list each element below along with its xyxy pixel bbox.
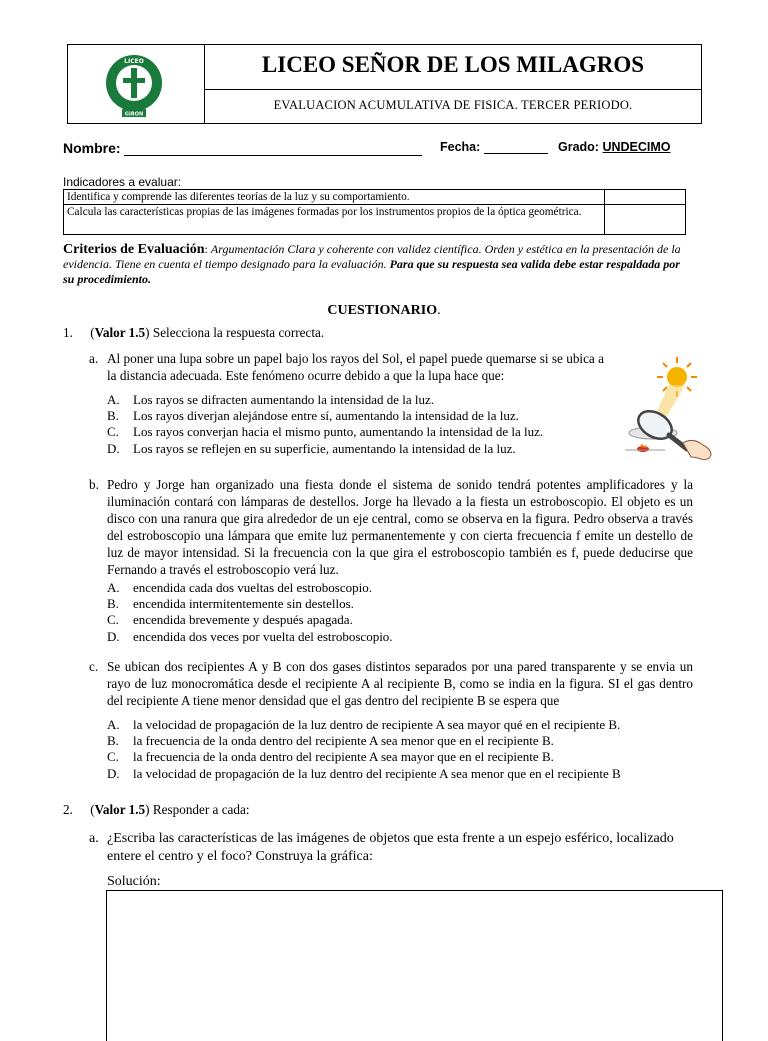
- grado-value: UNDECIMO: [602, 140, 671, 154]
- school-logo: [98, 54, 170, 118]
- q1c-options: [107, 717, 621, 782]
- solucion-label: Solución:: [107, 874, 161, 889]
- q1c-option-d[interactable]: D. la velocidad de propagación de la luz dentro del recipiente A sea menor que en el recipiente B: [107, 765, 621, 781]
- q1b-option-c[interactable]: C. encendida brevemente y después apagada.: [107, 612, 353, 628]
- criterios-emphasis: Para que su respuesta sea valida debe estar respaldada por su procedimiento.: [63, 257, 680, 286]
- exam-subtitle: EVALUACION ACUMULATIVA DE FISICA. TERCER PERIODO.: [273, 98, 633, 112]
- criterios-text: Argumentación Clara y coherente con validez científica. Orden y estética en la presentación de la evidencia. Tiene en cuenta el tiempo designado para la evaluación: [63, 242, 681, 271]
- question-1-header: 1. (Valor 1.5) Selecciona la respuesta correcta.: [63, 325, 325, 340]
- q1a-option-a[interactable]: A. Los rayos se difracten aumentando la intensidad de la luz.: [107, 392, 435, 407]
- criterios-label: Criterios de Evaluación: [63, 242, 205, 257]
- fecha-line[interactable]: [484, 141, 548, 154]
- q1a-option-d[interactable]: D. Los rayos se reflejen en su superficie, aumentando la intensidad de la luz.: [107, 440, 516, 456]
- logo-bottom-text: GIRON: [124, 111, 144, 118]
- indicador-2: Calcula las características propias de las imágenes formadas por los instrumentos propios de la óptica geométrica.: [64, 205, 605, 235]
- nombre-label: Nombre: [63, 140, 116, 156]
- q1c-option-b[interactable]: B. la frecuencia de la onda dentro del recipiente A sea menor que en el recipiente B.: [107, 733, 554, 749]
- q2-instruction: Responder a cada:: [152, 802, 250, 817]
- q1b-letter: b.: [89, 477, 99, 492]
- q1c-option-a[interactable]: A. la velocidad de propagación de la luz dentro de recipiente A sea mayor qué en el recipiente B.: [107, 717, 621, 732]
- school-title: LICEO SEÑOR DE LOS MILAGROS: [205, 45, 701, 90]
- indicador-2-score: [605, 205, 686, 235]
- header-table: [67, 44, 702, 124]
- nombre-line[interactable]: [124, 143, 422, 156]
- logo-top-text: LICEO: [124, 58, 144, 65]
- q2-value: Valor 1.5: [94, 802, 146, 817]
- q1b-option-a[interactable]: A. encendida cada dos vueltas del estroboscopio.: [107, 580, 372, 595]
- q1a-letter: a.: [89, 351, 99, 366]
- logo-cell: [68, 45, 205, 123]
- fecha-label: Fecha:: [440, 140, 481, 154]
- q1c-text: Se ubican dos recipientes A y B con dos gases distintos separados por una pared transparente y se envia un rayo de luz monocromática desde el recipiente A al recipiente B, como se india en la figura. SI el gas dentro del recipiente A tiene menor densidad que el gas dentro del recipiente B se espera que: [107, 659, 693, 708]
- q1-instruction: Selecciona la respuesta correcta.: [152, 325, 325, 340]
- q1-value: Valor 1.5: [94, 325, 146, 340]
- q1-number: 1.: [63, 325, 73, 340]
- q1c-option-c[interactable]: C. la frecuencia de la onda dentro del recipiente A sea mayor que en el recipiente B.: [107, 749, 554, 765]
- q1a-option-b[interactable]: B. Los rayos diverjan alejándose entre sí, aumentando la intensidad de la luz.: [107, 408, 519, 424]
- q2a-letter: a.: [89, 831, 99, 846]
- q1a-options: [107, 392, 543, 457]
- grado-label: Grado:: [558, 140, 599, 154]
- indicador-1-score: [605, 190, 686, 205]
- q2-number: 2.: [63, 802, 73, 817]
- q1b-text: Pedro y Jorge han organizado una fiesta donde el sistema de sonido tendrá potentes amplificadores y la iluminación contará con lámparas de destellos. Jorge ha llevado a la fiesta un estroboscopio. El objeto es un disco con una ranura que gira alrededor de un eje central, como se observa en la figura. Pedro observa a través del estroboscopio una lámpara que emite luz permanentemente y con cierta frecuencia f emite un destello de luz de mayor intensidad. Si la frecuencia con la que gira el estroboscopio también es f, puede deducirse que Fernando a través el estroboscopio verá luz.: [107, 477, 693, 577]
- nombre-field[interactable]: Nombre:: [63, 140, 422, 156]
- indicadores-table: [63, 189, 686, 235]
- q1b-option-d[interactable]: D. encendida dos veces por vuelta del estroboscopio.: [107, 628, 393, 644]
- grado-field: [558, 140, 671, 154]
- q1a-option-c[interactable]: C. Los rayos converjan hacia el mismo punto, aumentando la intensidad de la luz.: [107, 424, 544, 440]
- solucion-answer-box[interactable]: [106, 890, 723, 1041]
- indicadores-label: Indicadores a evaluar:: [63, 175, 182, 189]
- magnifier-sun-illustration: [605, 355, 717, 470]
- q1c-letter: c.: [89, 659, 99, 674]
- criterios-evaluacion: Criterios de Evaluación: Argumentación Clara y coherente con validez científica. Orden y estética en la presentación de la evidencia. Tiene en cuenta el tiempo designado para la evaluación. Para que su respuesta sea valida debe estar respaldada por su procedimiento.: [63, 242, 681, 286]
- fecha-field[interactable]: [440, 140, 548, 154]
- q1b-options: [107, 580, 393, 645]
- indicador-1: Identifica y comprende las diferentes teorías de la luz y su comportamiento.: [64, 190, 605, 205]
- q1b-option-b[interactable]: B. encendida intermitentemente sin destellos.: [107, 596, 354, 612]
- question-2-header: 2. (Valor 1.5) Responder a cada:: [63, 802, 250, 817]
- cuestionario-title: CUESTIONARIO.: [327, 303, 441, 318]
- q1a-text: Al poner una lupa sobre un papel bajo los rayos del Sol, el papel puede quemarse si se ubica a la distancia adecuada. Este fenómeno ocurre debido a que la lupa hace que:: [107, 351, 604, 383]
- q2a-text: ¿Escriba las características de las imágenes de objetos que esta frente a un espejo esférico, localizado entere el centro y el foco? Construya la gráfica:: [107, 831, 674, 864]
